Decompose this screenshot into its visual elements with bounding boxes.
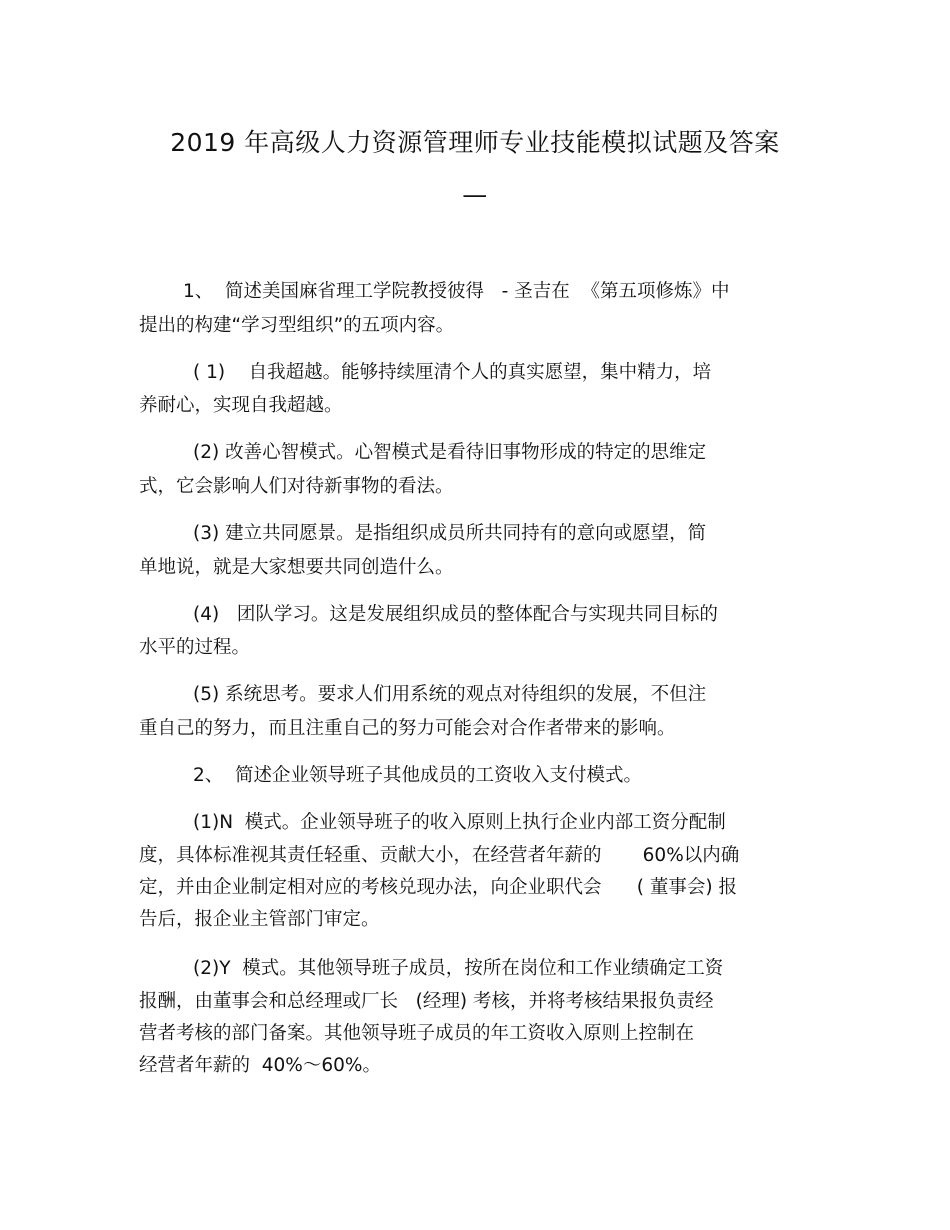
answer-2-item-2-line-3: 营者考核的部门备案。其他领导班子成员的年工资收入原则上控制在 (139, 1023, 695, 1044)
answer-1-item-2-line-1: (2) 改善心智模式。心智模式是看待旧事物形成的特定的思维定 (193, 442, 707, 463)
answer-1-item-5-line-2: 重自己的努力，而且注重自己的努力可能会对合作者带来的影响。 (139, 718, 676, 739)
question-2-line-1: 2、 简述企业领导班子其他成员的工资收入支付模式。 (193, 765, 643, 786)
answer-1-item-1-line-2: 养耐心，实现自我超越。 (139, 395, 343, 416)
answer-1-item-3-line-2: 单地说，就是大家想要共同创造什么。 (139, 557, 454, 578)
answer-2-item-1-line-1: (1)N 模式。企业领导班子的收入原则上执行企业内部工资分配制 (193, 812, 726, 833)
document-title-continuation: — (462, 180, 488, 209)
answer-1-item-2-line-2: 式，它会影响人们对待新事物的看法。 (139, 476, 454, 497)
answer-2-item-1-line-2: 度，具体标准视其责任轻重、贡献大小，在经营者年薪的 60%以内确 (139, 845, 740, 866)
question-1-line-2: 提出的构建“学习型组织”的五项内容。 (139, 315, 455, 336)
answer-1-item-4-line-2: 水平的过程。 (139, 637, 251, 658)
answer-2-item-1-line-3: 定，并由企业制定相对应的考核兑现办法，向企业职代会 ( 董事会) 报 (139, 877, 737, 898)
answer-1-item-3-line-1: (3) 建立共同愿景。是指组织成员所共同持有的意向或愿望，简 (193, 523, 707, 544)
answer-1-item-4-line-1: (4) 团队学习。这是发展组织成员的整体配合与实现共同目标的 (193, 604, 718, 625)
answer-2-item-1-line-4: 告后，报企业主管部门审定。 (139, 909, 380, 930)
answer-2-item-2-line-1: (2)Y 模式。其他领导班子成员，按所在岗位和工作业绩确定工资 (193, 958, 724, 979)
document-title: 2019 年高级人力资源管理师专业技能模拟试题及答案 (170, 128, 780, 157)
answer-1-item-5-line-1: (5) 系统思考。要求人们用系统的观点对待组织的发展，不但注 (193, 684, 707, 705)
answer-2-item-2-line-4: 经营者年薪的 40%～60%。 (139, 1055, 382, 1076)
answer-2-item-2-line-2: 报酬，由董事会和总经理或厂长 (经理) 考核，并将考核结果报负责经 (139, 991, 714, 1012)
question-1-line-1: 1、 简述美国麻省理工学院教授彼得 - 圣吉在 《第五项修炼》中 (183, 281, 730, 302)
answer-1-item-1-line-1: ( 1) 自我超越。能够持续厘清个人的真实愿望，集中精力，培 (193, 362, 712, 383)
